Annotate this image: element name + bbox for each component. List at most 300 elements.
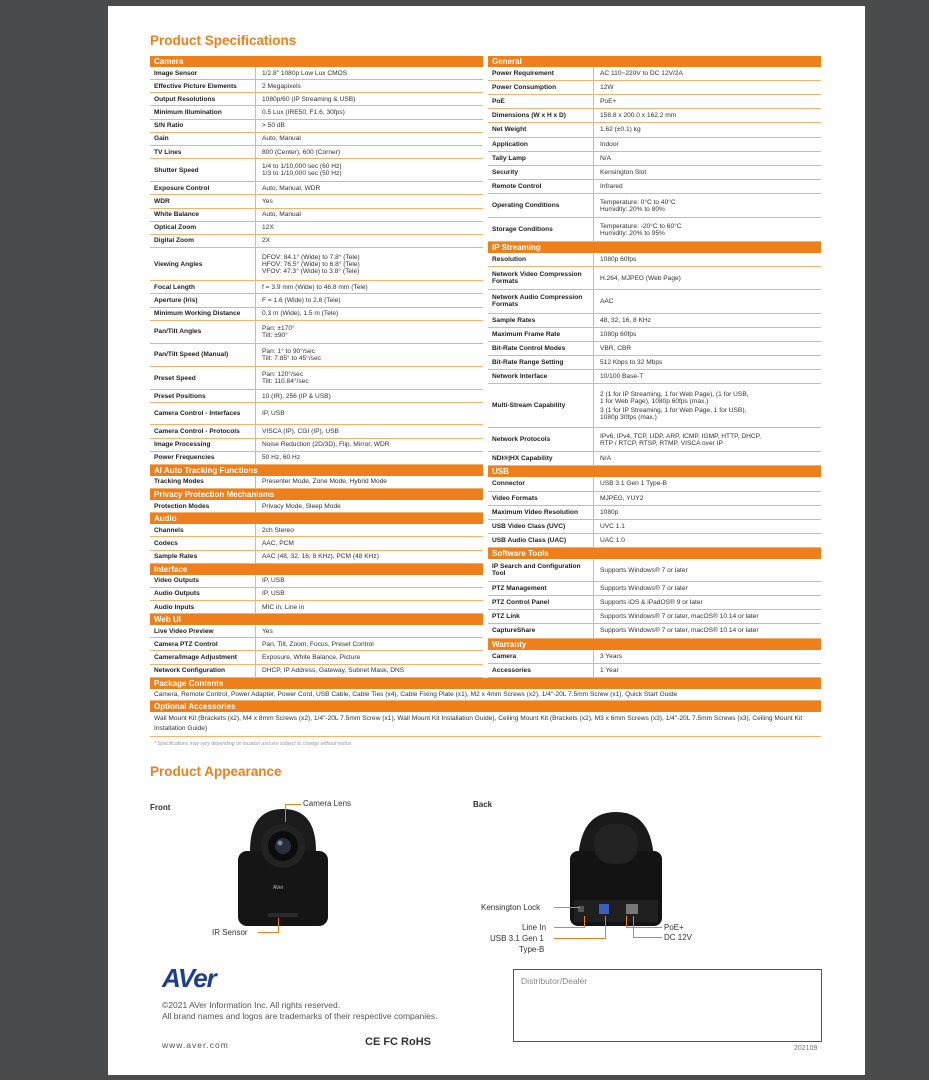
spec-label: Connector bbox=[488, 477, 594, 490]
section-header-camera: Camera bbox=[150, 56, 483, 67]
spec-value-line: AC 110~220V to DC 12V/2A bbox=[600, 70, 683, 78]
spec-value bbox=[594, 109, 821, 122]
spec-value bbox=[594, 194, 821, 217]
spec-value bbox=[594, 67, 821, 80]
spec-value bbox=[594, 506, 821, 519]
spec-row bbox=[150, 120, 483, 133]
spec-label: Resolution bbox=[488, 253, 594, 266]
spec-value-line: Pan: ±170° bbox=[262, 324, 295, 332]
spec-row bbox=[150, 537, 483, 550]
spec-row bbox=[150, 67, 483, 80]
spec-value-line: 1/4 to 1/10,000 sec (60 Hz) bbox=[262, 163, 342, 171]
usb-leader-v bbox=[605, 916, 606, 939]
spec-row bbox=[488, 81, 821, 95]
spec-value-line: 1080p 60fps bbox=[600, 330, 637, 338]
spec-value bbox=[594, 218, 821, 241]
spec-label: Preset Speed bbox=[150, 367, 256, 389]
spec-value bbox=[256, 195, 483, 207]
spec-value bbox=[256, 106, 483, 118]
camera-lens-leader-v bbox=[285, 804, 286, 822]
spec-row bbox=[150, 80, 483, 93]
spec-row bbox=[488, 452, 821, 466]
back-label: Back bbox=[473, 800, 493, 809]
usb-callout-line1: USB 3.1 Gen 1 bbox=[490, 934, 544, 943]
ir-sensor-leader-v bbox=[278, 918, 279, 933]
camera-front-illustration bbox=[228, 801, 338, 931]
spec-row bbox=[488, 356, 821, 370]
spec-label: CaptureShare bbox=[488, 624, 594, 637]
spec-label: Power Frequencies bbox=[150, 452, 256, 464]
kensington-leader bbox=[554, 907, 580, 908]
spec-value-line: Tilt: ±90° bbox=[262, 331, 288, 339]
distributor-box bbox=[513, 969, 822, 1042]
spec-value-line: 158.8 x 200.0 x 162.2 mm bbox=[600, 112, 677, 120]
spec-value-line: 2 Megapixels bbox=[262, 82, 301, 90]
spec-label: Application bbox=[488, 138, 594, 151]
spec-row bbox=[488, 328, 821, 342]
spec-label: Remote Control bbox=[488, 180, 594, 193]
spec-row bbox=[488, 95, 821, 109]
spec-label: Camera Control - Protocols bbox=[150, 425, 256, 437]
spec-row bbox=[488, 534, 821, 548]
spec-label: Security bbox=[488, 166, 594, 179]
spec-row bbox=[488, 109, 821, 123]
usb-callout-line2: Type-B bbox=[519, 945, 545, 954]
spec-value-line: 10/100 Base-T bbox=[600, 373, 644, 381]
spec-value bbox=[256, 537, 483, 549]
spec-row bbox=[488, 596, 821, 610]
section-header-web-ui: Web UI bbox=[150, 614, 483, 625]
package-contents-text: Camera, Remote Control, Power Adapter, Power Cord, USB Cable, Cable Ties (x4), Cable Fixing Plate (x1), M2 x 4mm Screws (x2), 1/4"-20L 7.5mm Screw (x1), Quick Start Guide bbox=[150, 689, 821, 701]
spec-value-line: Privacy Mode, Sleep Mode bbox=[262, 502, 341, 510]
spec-row bbox=[488, 477, 821, 491]
spec-label: Audio Inputs bbox=[150, 601, 256, 613]
spec-value-line: Humidity: 20% to 80% bbox=[600, 205, 665, 213]
spec-value-line: Pan: 1° to 90°/sec bbox=[262, 347, 315, 355]
spec-value bbox=[256, 575, 483, 587]
spec-value-line: Presenter Mode, Zone Mode, Hybrid Mode bbox=[262, 478, 387, 486]
spec-row bbox=[488, 520, 821, 534]
spec-row bbox=[488, 253, 821, 267]
aver-logo: AVer bbox=[162, 963, 216, 993]
spec-label: USB Video Class (UVC) bbox=[488, 520, 594, 533]
spec-value-line: RTP / RTCP, RTSP, RTMP, VISCA over IP bbox=[600, 439, 723, 447]
dc-callout: DC 12V bbox=[664, 933, 693, 942]
spec-row bbox=[488, 650, 821, 664]
spec-label: Shutter Speed bbox=[150, 159, 256, 181]
spec-value bbox=[256, 321, 483, 343]
spec-value bbox=[594, 180, 821, 193]
spec-label: Live Video Preview bbox=[150, 625, 256, 637]
spec-label: S/N Ratio bbox=[150, 120, 256, 132]
spec-value bbox=[256, 182, 483, 194]
spec-value-line: Supports iOS & iPadOS® 9 or later bbox=[600, 599, 703, 607]
spec-row bbox=[150, 281, 483, 294]
spec-value bbox=[594, 610, 821, 623]
spec-value bbox=[256, 452, 483, 464]
spec-value bbox=[256, 367, 483, 389]
spec-value-line: UVC 1.1 bbox=[600, 522, 625, 530]
spec-value-line: 12W bbox=[600, 84, 614, 92]
spec-row bbox=[150, 601, 483, 614]
spec-row bbox=[488, 428, 821, 452]
spec-value bbox=[256, 209, 483, 221]
camera-back-illustration bbox=[566, 806, 666, 931]
spec-value-line: Temperature: -20°C to 60°C bbox=[600, 222, 682, 230]
spec-value-line: VFOV: 47.3° (Wide) to 3.8° (Tele) bbox=[262, 267, 360, 275]
spec-label: Channels bbox=[150, 524, 256, 536]
spec-row bbox=[488, 384, 821, 428]
spec-row bbox=[150, 575, 483, 588]
spec-label: USB Audio Class (UAC) bbox=[488, 534, 594, 547]
spec-row bbox=[488, 67, 821, 81]
camera-lens-callout: Camera Lens bbox=[303, 799, 352, 808]
spec-row bbox=[150, 476, 483, 489]
spec-label: Network Interface bbox=[488, 370, 594, 383]
optional-accessories-text: Wall Mount Kit (Brackets (x2), M4 x 8mm Screws (x2), 1/4"-20L 7.5mm Screw (x1), Wall Mount Kit Installation Guide), Ceiling Mount Kit (Brackets (x2), M3 x 6mm Screws (x3), 1/4"-20L 7.5mm Screws (x3), Ceiling Mount Kit Installation Guide) bbox=[150, 712, 821, 737]
spec-row bbox=[150, 93, 483, 106]
spec-value bbox=[594, 138, 821, 151]
product-appearance-title: Product Appearance bbox=[150, 764, 282, 779]
spec-label: PTZ Control Panel bbox=[488, 596, 594, 609]
spec-value bbox=[594, 492, 821, 505]
spec-label: Power Consumption bbox=[488, 81, 594, 94]
spec-value-line: N/A bbox=[600, 154, 611, 162]
spec-row bbox=[488, 180, 821, 194]
spec-row bbox=[150, 439, 483, 452]
spec-value-line: Yes bbox=[262, 197, 273, 205]
spec-value bbox=[594, 596, 821, 609]
spec-value bbox=[256, 308, 483, 320]
spec-row bbox=[150, 222, 483, 235]
spec-row bbox=[488, 138, 821, 152]
spec-label: Digital Zoom bbox=[150, 235, 256, 247]
spec-value bbox=[256, 638, 483, 650]
spec-value bbox=[256, 625, 483, 637]
spec-value-line: 512 Kbps to 32 Mbps bbox=[600, 358, 663, 366]
spec-label: Effective Picture Elements bbox=[150, 80, 256, 92]
spec-label: Maximum Video Resolution bbox=[488, 506, 594, 519]
spec-value bbox=[594, 166, 821, 179]
spec-row bbox=[150, 425, 483, 438]
spec-row bbox=[150, 367, 483, 390]
spec-value-line: MJPEG, YUY2 bbox=[600, 494, 644, 502]
spec-row bbox=[488, 123, 821, 137]
spec-value-line: 1/2.8" 1080p Low Lux CMOS bbox=[262, 69, 348, 77]
spec-value bbox=[594, 342, 821, 355]
copyright-line-2: All brand names and logos are trademarks of their respective companies. bbox=[162, 1011, 438, 1021]
spec-value-line: Supports Windows® 7 or later, macOS® 10.14 or later bbox=[600, 613, 759, 621]
spec-value-line: f = 3.9 mm (Wide) to 46.8 mm (Tele) bbox=[262, 283, 368, 291]
spec-footnote: * Specifications may vary depending on location and are subject to change without notice. bbox=[154, 741, 353, 747]
spec-value-line: 3 (1 for IP Streaming, 1 for Web Page, 1 for USB), bbox=[600, 406, 747, 414]
spec-value-line: IP, USB bbox=[262, 590, 285, 598]
spec-value bbox=[256, 222, 483, 234]
spec-value bbox=[256, 133, 483, 145]
spec-value-line: H.264, MJPEG (Web Page) bbox=[600, 274, 681, 282]
spec-value-line: 48, 32, 16, 8 KHz bbox=[600, 316, 651, 324]
spec-row bbox=[150, 390, 483, 403]
spec-label: Camera Control - Interfaces bbox=[150, 403, 256, 424]
spec-value-line: AAC, PCM bbox=[262, 539, 294, 547]
spec-row bbox=[150, 665, 483, 678]
spec-label: WDR bbox=[150, 195, 256, 207]
spec-sheet-page bbox=[108, 6, 865, 1075]
line-in-leader bbox=[554, 927, 584, 928]
spec-row bbox=[150, 588, 483, 601]
spec-value bbox=[256, 524, 483, 536]
spec-label: PTZ Link bbox=[488, 610, 594, 623]
spec-row bbox=[150, 551, 483, 564]
spec-row bbox=[150, 651, 483, 664]
spec-label: Accessories bbox=[488, 664, 594, 677]
spec-value-line: 800 (Center), 600 (Corner) bbox=[262, 148, 341, 156]
poe-callout: PoE+ bbox=[664, 923, 684, 932]
section-header-audio: Audio bbox=[150, 513, 483, 524]
spec-value-line: 1/3 to 1/10,000 sec (50 Hz) bbox=[262, 170, 342, 178]
spec-value bbox=[256, 601, 483, 613]
spec-value bbox=[256, 80, 483, 92]
spec-row bbox=[150, 146, 483, 159]
spec-row bbox=[150, 209, 483, 222]
spec-value-line: F = 1.6 (Wide) to 2.8 (Tele) bbox=[262, 296, 341, 304]
spec-row bbox=[150, 308, 483, 321]
spec-value-line: VBR, CBR bbox=[600, 344, 632, 352]
spec-value-line: N/A bbox=[600, 455, 611, 463]
section-header-usb: USB bbox=[488, 466, 821, 477]
spec-label: Multi-Stream Capability bbox=[488, 384, 594, 427]
spec-row bbox=[488, 610, 821, 624]
spec-value bbox=[256, 120, 483, 132]
spec-value-line: 12X bbox=[262, 224, 274, 232]
spec-label: Aperture (Iris) bbox=[150, 294, 256, 306]
spec-value-line: Pan, Tilt, Zoom, Focus, Preset Control bbox=[262, 640, 374, 648]
spec-label: Viewing Angles bbox=[150, 248, 256, 280]
spec-row bbox=[488, 370, 821, 384]
spec-value bbox=[594, 428, 821, 451]
spec-label: Maximum Frame Rate bbox=[488, 328, 594, 341]
spec-value-line: AAC bbox=[600, 297, 614, 305]
spec-value-line: Humidity: 20% to 95% bbox=[600, 229, 665, 237]
spec-row bbox=[488, 152, 821, 166]
spec-value-line: DFOV: 84.1° (Wide) to 7.8° (Tele) bbox=[262, 253, 360, 261]
spec-value-line: 2 (1 for IP Streaming, 1 for Web Page), (1 for USB, bbox=[600, 390, 749, 398]
spec-value-line: IP, USB bbox=[262, 577, 285, 585]
spec-value-line: UAC 1.0 bbox=[600, 536, 625, 544]
spec-value-line: Auto, Manual bbox=[262, 135, 301, 143]
spec-label: Storage Conditions bbox=[488, 218, 594, 241]
spec-label: Camera bbox=[488, 650, 594, 663]
spec-value bbox=[594, 384, 821, 427]
spec-value-line: 1080p 30fps (max.) bbox=[600, 413, 657, 421]
spec-label: TV Lines bbox=[150, 146, 256, 158]
spec-label: Protection Modes bbox=[150, 500, 256, 512]
spec-value-line: 2ch Stereo bbox=[262, 526, 294, 534]
spec-value bbox=[594, 664, 821, 677]
section-header-general: General bbox=[488, 56, 821, 67]
spec-value-line: Supports Windows® 7 or later, macOS® 10.14 or later bbox=[600, 627, 759, 635]
package-contents-header: Package Contents bbox=[150, 678, 821, 689]
spec-column-left bbox=[150, 56, 483, 678]
ir-sensor-callout: IR Sensor bbox=[212, 928, 248, 937]
spec-label: Network Video Compression Formats bbox=[488, 267, 594, 289]
spec-value-line: Exposure, White Balance, Picture bbox=[262, 654, 361, 662]
spec-row bbox=[150, 500, 483, 513]
spec-label: PTZ Management bbox=[488, 582, 594, 595]
spec-value-line: Infrared bbox=[600, 182, 623, 190]
spec-row bbox=[488, 267, 821, 290]
kensington-lock-callout: Kensington Lock bbox=[481, 903, 541, 912]
spec-label: Optical Zoom bbox=[150, 222, 256, 234]
spec-row bbox=[488, 290, 821, 313]
spec-value-line: Tilt: 7.85° to 45°/sec bbox=[262, 354, 321, 362]
spec-value-line: 1 Year bbox=[600, 666, 619, 674]
website-link[interactable]: www.aver.com bbox=[162, 1040, 229, 1050]
spec-value-line: 50 Hz, 60 Hz bbox=[262, 454, 301, 462]
spec-row bbox=[150, 344, 483, 367]
spec-value-line: Pan: 120°/sec bbox=[262, 371, 304, 379]
section-header-interface: Interface bbox=[150, 564, 483, 575]
spec-label: Minimum Illumination bbox=[150, 106, 256, 118]
line-in-callout: Line In bbox=[522, 923, 547, 932]
dc-leader bbox=[633, 937, 662, 938]
spec-value bbox=[594, 253, 821, 266]
spec-value bbox=[594, 650, 821, 663]
spec-label: Minimum Working Distance bbox=[150, 308, 256, 320]
spec-label: Preset Positions bbox=[150, 390, 256, 402]
spec-label: Pan/Tilt Speed (Manual) bbox=[150, 344, 256, 366]
spec-value bbox=[594, 328, 821, 341]
spec-row bbox=[150, 195, 483, 208]
spec-value bbox=[256, 281, 483, 293]
spec-value-line: Indoor bbox=[600, 140, 619, 148]
spec-value-line: 1080p/60 (IP Streaming & USB) bbox=[262, 95, 356, 103]
certification-marks: CE FC RoHS bbox=[365, 1036, 431, 1048]
spec-value-line: 10 (IR), 256 (IP & USB) bbox=[262, 392, 331, 400]
spec-value bbox=[594, 267, 821, 289]
spec-value-line: 3 Years bbox=[600, 652, 622, 660]
spec-row bbox=[150, 452, 483, 465]
spec-value bbox=[256, 146, 483, 158]
spec-value bbox=[594, 624, 821, 637]
spec-row bbox=[488, 664, 821, 678]
spec-row bbox=[150, 625, 483, 638]
spec-value bbox=[256, 403, 483, 424]
ir-sensor-leader bbox=[258, 932, 278, 933]
spec-value-line: Tilt: 110.84°/sec bbox=[262, 378, 309, 386]
spec-value bbox=[256, 500, 483, 512]
spec-value-line: Kensington Slot bbox=[600, 168, 647, 176]
spec-value bbox=[594, 520, 821, 533]
spec-row bbox=[150, 638, 483, 651]
spec-row bbox=[150, 294, 483, 307]
spec-row bbox=[488, 342, 821, 356]
spec-label: Focal Length bbox=[150, 281, 256, 293]
spec-value-line: Auto, Manual bbox=[262, 211, 301, 219]
spec-row bbox=[150, 159, 483, 182]
spec-value-line: AAC (48, 32, 16, 8 KHz), PCM (48 KHz) bbox=[262, 553, 379, 561]
dc-leader-v bbox=[633, 916, 634, 938]
spec-value-line: 0.5 Lux (IRE50, F1.6, 30fps) bbox=[262, 109, 345, 117]
spec-row bbox=[150, 133, 483, 146]
line-in-leader-v bbox=[584, 916, 585, 928]
spec-value-line: 1.62 (±0.1) kg bbox=[600, 126, 641, 134]
spec-label: Output Resolutions bbox=[150, 93, 256, 105]
spec-label: Sample Rates bbox=[150, 551, 256, 563]
spec-row bbox=[488, 582, 821, 596]
spec-label: Image Sensor bbox=[150, 67, 256, 79]
spec-value-line: 2X bbox=[262, 237, 271, 245]
spec-value-line: Temperature: 0°C to 40°C bbox=[600, 198, 676, 206]
spec-label: Camera PTZ Control bbox=[150, 638, 256, 650]
spec-value bbox=[594, 123, 821, 136]
copyright-line-1: ©2021 AVer Information Inc. All rights reserved. bbox=[162, 1000, 341, 1010]
spec-row bbox=[488, 624, 821, 638]
spec-row bbox=[488, 194, 821, 218]
spec-row bbox=[150, 524, 483, 537]
spec-label: Power Requirement bbox=[488, 67, 594, 80]
usb-leader bbox=[554, 938, 606, 939]
spec-value bbox=[594, 559, 821, 581]
spec-label: Pan/Tilt Angles bbox=[150, 321, 256, 343]
spec-label: Tracking Modes bbox=[150, 476, 256, 488]
spec-value bbox=[594, 81, 821, 94]
spec-value-line: Yes bbox=[262, 627, 273, 635]
spec-row bbox=[150, 106, 483, 119]
spec-value-line: 1 for Web Page), 1080p 60fps (max.) bbox=[600, 397, 709, 405]
spec-label: Tally Lamp bbox=[488, 152, 594, 165]
spec-label: IP Search and Configuration Tool bbox=[488, 559, 594, 581]
spec-row bbox=[150, 182, 483, 195]
spec-value-line: 1080p bbox=[600, 508, 619, 516]
section-header-ip-streaming: IP Streaming bbox=[488, 242, 821, 253]
spec-value bbox=[594, 477, 821, 490]
product-specifications-title: Product Specifications bbox=[150, 33, 297, 48]
spec-value bbox=[256, 67, 483, 79]
spec-value-line: DHCP, IP Address, Gateway, Subnet Mask, DNS bbox=[262, 667, 405, 675]
spec-value bbox=[256, 588, 483, 600]
front-label: Front bbox=[150, 803, 171, 812]
section-header-ai-auto-tracking-functions: AI Auto Tracking Functions bbox=[150, 465, 483, 476]
spec-label: Bit-Rate Control Modes bbox=[488, 342, 594, 355]
spec-row bbox=[150, 248, 483, 281]
spec-value bbox=[256, 294, 483, 306]
spec-row bbox=[488, 314, 821, 328]
spec-row bbox=[150, 321, 483, 344]
spec-column-right bbox=[488, 56, 821, 678]
spec-label: Dimensions (W x H x D) bbox=[488, 109, 594, 122]
spec-value-line: Noise Reduction (2D/3D), Flip, Mirror, WDR bbox=[262, 441, 390, 449]
spec-value-line: 0.3 m (Wide), 1.5 m (Tele) bbox=[262, 310, 339, 318]
spec-value-line: IPv6, IPv4, TCP, UDP, ARP, ICMP, IGMP, HTTP, DHCP, bbox=[600, 432, 761, 440]
spec-value-line: IP, USB bbox=[262, 410, 285, 418]
distributor-label: Distributor/Dealer bbox=[521, 976, 588, 986]
spec-value bbox=[594, 95, 821, 108]
spec-label: Network Audio Compression Formats bbox=[488, 290, 594, 312]
spec-label: Codecs bbox=[150, 537, 256, 549]
spec-value bbox=[256, 235, 483, 247]
spec-label: Sample Rates bbox=[488, 314, 594, 327]
spec-value bbox=[256, 651, 483, 663]
spec-value bbox=[594, 370, 821, 383]
spec-label: Video Outputs bbox=[150, 575, 256, 587]
spec-row bbox=[488, 559, 821, 582]
spec-label: Audio Outputs bbox=[150, 588, 256, 600]
spec-value bbox=[256, 93, 483, 105]
spec-value bbox=[256, 476, 483, 488]
spec-value bbox=[256, 248, 483, 280]
spec-label: Camera/Image Adjustment bbox=[150, 651, 256, 663]
